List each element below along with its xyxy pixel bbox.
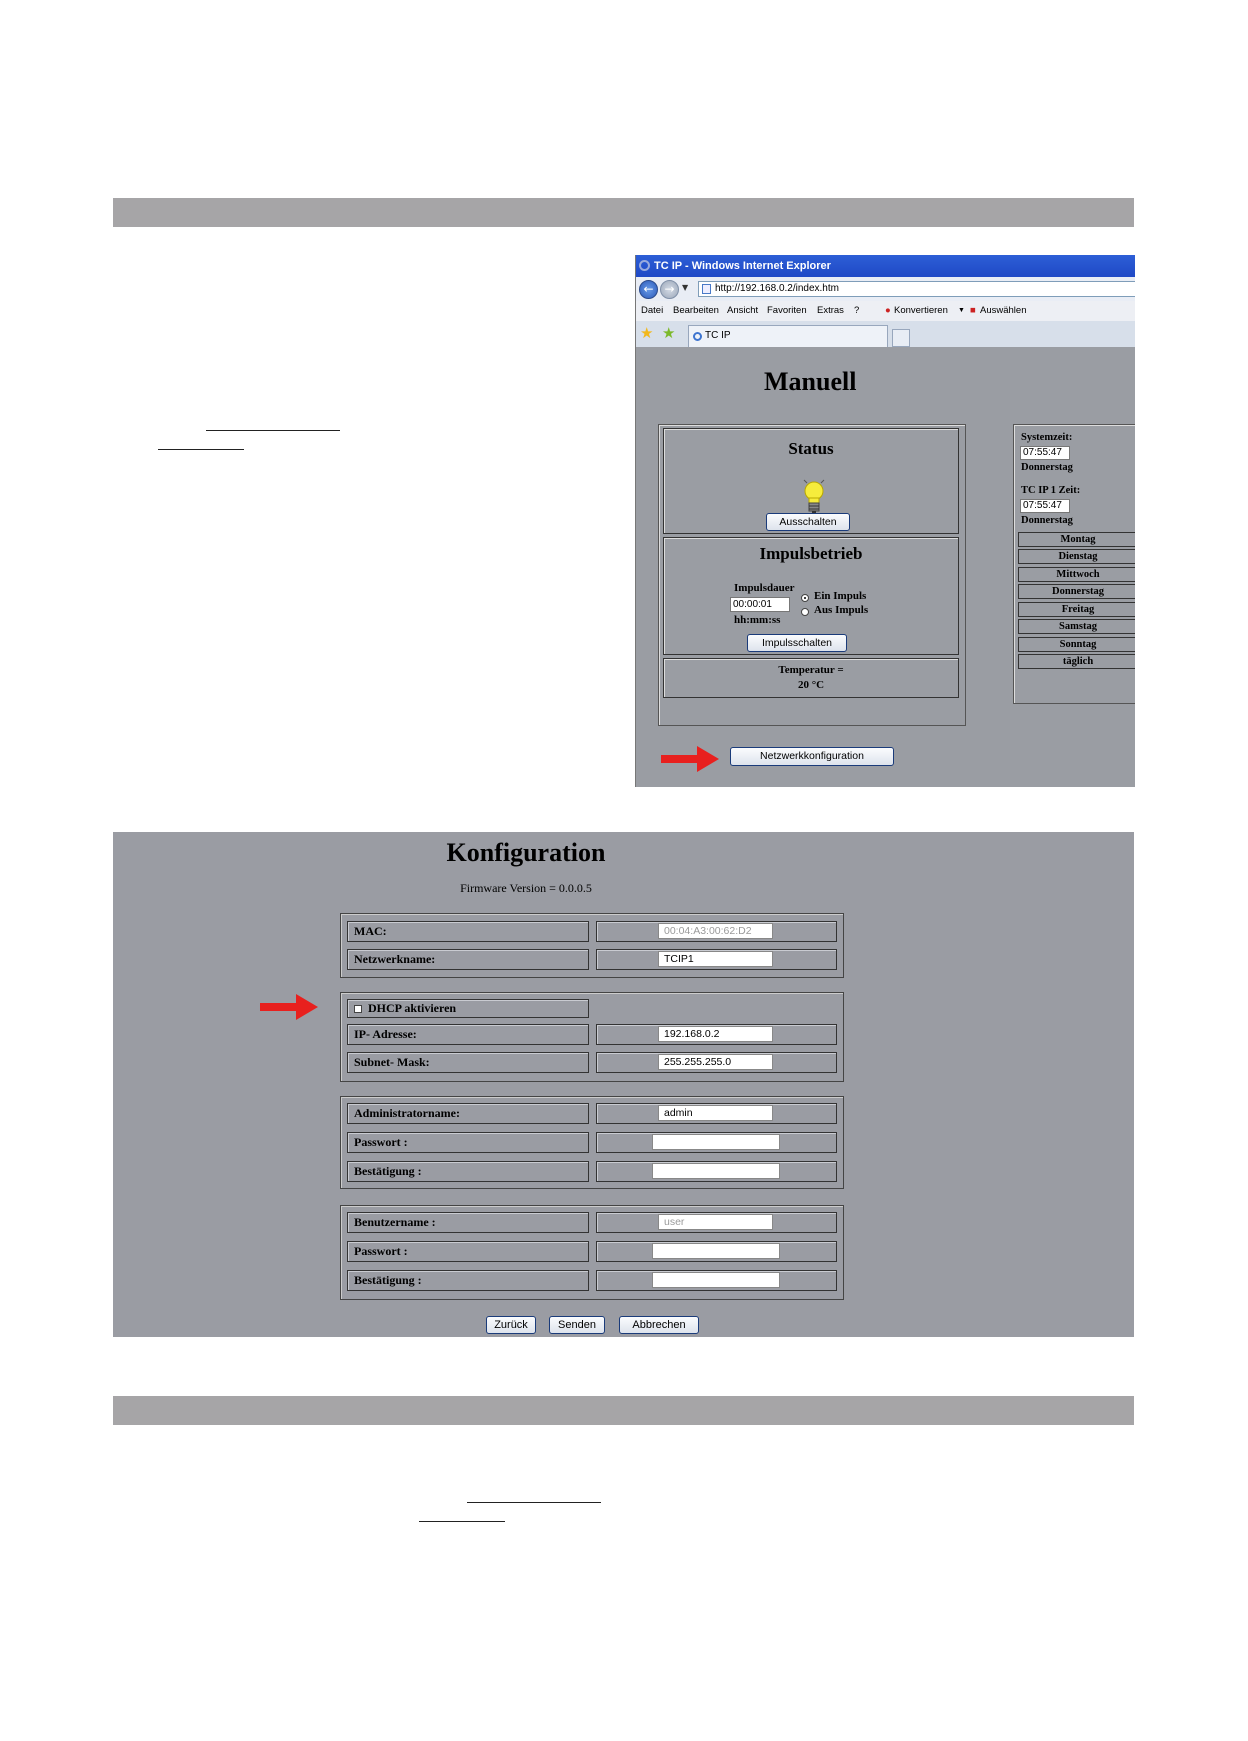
network-group: [340, 913, 844, 978]
network-config-button[interactable]: Netzwerkkonfiguration: [730, 747, 894, 766]
time-panel: [1013, 424, 1135, 704]
dhcp-label: DHCP aktivieren: [368, 1001, 457, 1015]
subnet-input[interactable]: 255.255.255.0: [658, 1054, 773, 1070]
radio-ein-impuls-label: Ein Impuls: [814, 590, 867, 602]
page-icon: [702, 284, 711, 294]
select-icon: ■: [970, 305, 976, 316]
device-time-field[interactable]: 07:55:47: [1020, 499, 1070, 513]
impulse-title: Impulsbetrieb: [759, 544, 863, 563]
system-time-label: Systemzeit:: [1021, 432, 1073, 443]
ip-group: [340, 992, 844, 1082]
favorites-star-icon[interactable]: ★: [640, 324, 654, 342]
manuell-page: [636, 347, 1135, 787]
menu-favoriten[interactable]: Favoriten: [767, 305, 807, 316]
admin-group: [340, 1096, 844, 1189]
dhcp-checkbox[interactable]: [354, 1005, 362, 1013]
lightbulb-icon: [801, 477, 827, 517]
firmware-version: Firmware Version = 0.0.0.5: [460, 881, 592, 895]
user-label: Benutzername :: [347, 1212, 589, 1233]
admin-input[interactable]: admin: [658, 1105, 773, 1121]
page-title: Manuell: [764, 367, 857, 396]
url-input[interactable]: [698, 281, 1135, 297]
link-underline: [158, 449, 244, 450]
temperature-value: 20 °C: [797, 679, 825, 691]
netname-input[interactable]: TCIP1: [658, 951, 773, 967]
convert-dropdown-icon[interactable]: ▼: [958, 307, 965, 314]
tab-tc-ip[interactable]: [688, 325, 888, 347]
day-button-mittwoch[interactable]: Mittwoch: [1018, 567, 1135, 582]
url-text: http://192.168.0.2/index.htm: [715, 283, 839, 294]
section-header-band-2: [113, 1396, 1134, 1425]
user-input[interactable]: user: [658, 1214, 773, 1230]
impulse-switch-button[interactable]: Impulsschalten: [747, 634, 847, 652]
admin-confirm-input[interactable]: [652, 1163, 780, 1179]
status-title: Status: [788, 439, 834, 458]
tab-bar: [636, 321, 1135, 348]
menu-help[interactable]: ?: [854, 305, 860, 316]
time-format-label: hh:mm:ss: [734, 614, 781, 626]
system-time-field[interactable]: 07:55:47: [1020, 446, 1070, 460]
back-button[interactable]: Zurück: [486, 1316, 536, 1334]
day-button-donnerstag[interactable]: Donnerstag: [1018, 584, 1135, 599]
menu-extras[interactable]: Extras: [817, 305, 844, 316]
admin-password-input[interactable]: [652, 1134, 780, 1150]
cancel-button[interactable]: Abbrechen: [619, 1316, 699, 1334]
back-icon[interactable]: ←: [639, 280, 658, 299]
switch-off-button[interactable]: Ausschalten: [766, 513, 850, 531]
menu-datei[interactable]: Datei: [641, 305, 664, 316]
ie-logo-icon: [639, 260, 650, 271]
menu-bearbeiten[interactable]: Bearbeiten: [673, 305, 719, 316]
tab-label: TC IP: [705, 330, 731, 341]
red-arrow-icon: [260, 994, 320, 1020]
add-favorite-icon[interactable]: ★: [662, 324, 676, 342]
user-confirm-label: Bestätigung :: [347, 1270, 589, 1291]
temperature-label: Temperatur =: [778, 664, 844, 676]
window-title: TC IP - Windows Internet Explorer: [654, 260, 831, 272]
impulse-duration-label: Impulsdauer: [734, 582, 795, 594]
impulse-duration-input[interactable]: 00:00:01: [730, 597, 790, 612]
day-button-montag[interactable]: Montag: [1018, 532, 1135, 547]
user-password-input[interactable]: [652, 1243, 780, 1259]
dhcp-row: [347, 999, 589, 1018]
user-confirm-input[interactable]: [652, 1272, 780, 1288]
status-box: [663, 428, 959, 534]
menu-ansicht[interactable]: Ansicht: [727, 305, 759, 316]
mac-label: MAC:: [347, 921, 589, 942]
impulse-box: [663, 537, 959, 655]
ip-label: IP- Adresse:: [347, 1024, 589, 1045]
red-arrow-icon: [661, 746, 721, 772]
admin-label: Administratorname:: [347, 1103, 589, 1124]
send-button[interactable]: Senden: [549, 1316, 605, 1334]
ie-page-icon: [693, 332, 702, 341]
user-password-label: Passwort :: [347, 1241, 589, 1262]
day-button-taeglich[interactable]: täglich: [1018, 654, 1135, 669]
radio-aus-impuls[interactable]: [801, 608, 809, 616]
konfiguration-panel: [113, 832, 1134, 1337]
admin-password-label: Passwort :: [347, 1132, 589, 1153]
menu-bar: [636, 301, 1135, 321]
link-underline: [467, 1502, 601, 1503]
day-button-samstag[interactable]: Samstag: [1018, 619, 1135, 634]
ie-titlebar: [636, 255, 1135, 277]
convert-button[interactable]: Konvertieren: [894, 305, 948, 316]
history-dropdown-icon[interactable]: ▼: [682, 283, 689, 292]
link-underline: [206, 430, 340, 431]
ip-input[interactable]: 192.168.0.2: [658, 1026, 773, 1042]
forward-icon[interactable]: →: [660, 280, 679, 299]
subnet-label: Subnet- Mask:: [347, 1052, 589, 1073]
day-button-dienstag[interactable]: Dienstag: [1018, 549, 1135, 564]
user-group: [340, 1205, 844, 1300]
system-day-label: Donnerstag: [1021, 462, 1073, 473]
link-underline: [419, 1521, 505, 1522]
address-bar: [636, 277, 1135, 301]
device-day-label: Donnerstag: [1021, 515, 1073, 526]
day-button-sonntag[interactable]: Sonntag: [1018, 637, 1135, 652]
temperature-box: [663, 658, 959, 698]
radio-aus-impuls-label: Aus Impuls: [814, 604, 869, 616]
radio-ein-impuls[interactable]: [801, 594, 809, 602]
select-button[interactable]: Auswählen: [980, 305, 1027, 316]
browser-window: [635, 255, 1135, 787]
control-panel: [658, 424, 966, 726]
convert-icon: ●: [885, 305, 891, 316]
admin-confirm-label: Bestätigung :: [347, 1161, 589, 1182]
day-button-freitag[interactable]: Freitag: [1018, 602, 1135, 617]
netname-label: Netzwerkname:: [347, 949, 589, 970]
device-time-label: TC IP 1 Zeit:: [1021, 485, 1081, 496]
config-title: Konfiguration: [446, 838, 606, 867]
section-header-band-1: [113, 198, 1134, 227]
mac-field: 00:04:A3:00:62:D2: [658, 923, 773, 939]
new-tab-button[interactable]: [892, 329, 910, 347]
